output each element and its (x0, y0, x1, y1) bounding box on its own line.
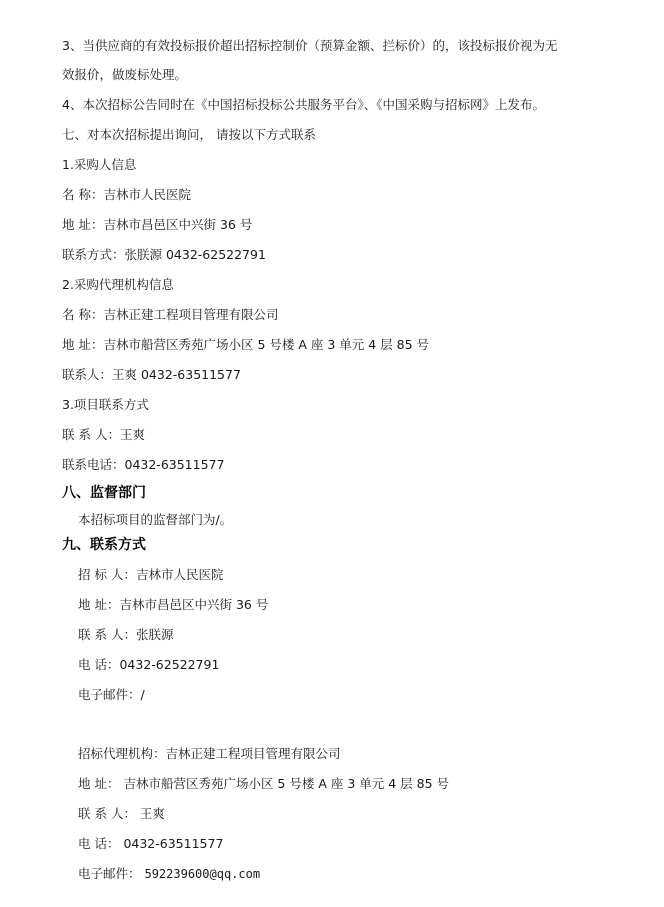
tender-agency-contact: 联 系 人： 王爽 (78, 806, 165, 821)
tender-agency-email-label: 电子邮件： (78, 866, 145, 881)
section-7-title: 七、对本次招标提出询问， 请按以下方式联系 (62, 127, 316, 142)
section-9-title: 九、联系方式 (62, 537, 146, 553)
tender-agency-name: 招标代理机构：吉林正建工程项目管理有限公司 (78, 746, 341, 761)
agency-contact: 联系人：王爽 0432-63511577 (62, 367, 241, 382)
tenderer-address: 地 址：吉林市昌邑区中兴街 36 号 (78, 597, 269, 612)
project-phone: 联系电话：0432-63511577 (62, 457, 225, 472)
purchaser-contact: 联系方式：张朕源 0432-62522791 (62, 247, 266, 262)
tender-agency-email-link[interactable]: 592239600@qq.com (144, 867, 261, 881)
note-3-line-2: 效报价，做废标处理。 (62, 67, 188, 82)
agency-heading: 2.采购代理机构信息 (62, 277, 174, 292)
tenderer-phone: 电 话：0432-62522791 (78, 657, 220, 672)
tenderer-contact: 联 系 人：张朕源 (78, 627, 174, 642)
note-4: 4、本次招标公告同时在《中国招标投标公共服务平台》、《中国采购与招标网》上发布。 (62, 97, 545, 112)
tenderer-name: 招 标 人：吉林市人民医院 (78, 567, 224, 582)
tender-agency-phone: 电 话： 0432-63511577 (78, 836, 224, 851)
section-8-title: 八、监督部门 (62, 485, 146, 501)
purchaser-address: 地 址：吉林市昌邑区中兴街 36 号 (62, 217, 253, 232)
purchaser-heading: 1.采购人信息 (62, 157, 137, 172)
tender-agency-email-row (78, 866, 260, 882)
agency-name: 名 称：吉林正建工程项目管理有限公司 (62, 307, 279, 322)
tender-agency-address: 地 址： 吉林市船营区秀苑广场小区 5 号楼 A 座 3 单元 4 层 85 号 (78, 776, 449, 791)
note-3-line-1: 3、当供应商的有效投标报价超出招标控制价（预算金额、拦标价）的，该投标报价视为无 (62, 38, 558, 53)
supervision-text: 本招标项目的监督部门为/。 (78, 512, 233, 527)
project-heading: 3.项目联系方式 (62, 397, 149, 412)
agency-address: 地 址：吉林市船营区秀苑广场小区 5 号楼 A 座 3 单元 4 层 85 号 (62, 337, 430, 352)
project-person: 联 系 人：王爽 (62, 427, 145, 442)
purchaser-name: 名 称：吉林市人民医院 (62, 187, 191, 202)
tenderer-email: 电子邮件：/ (78, 687, 145, 702)
